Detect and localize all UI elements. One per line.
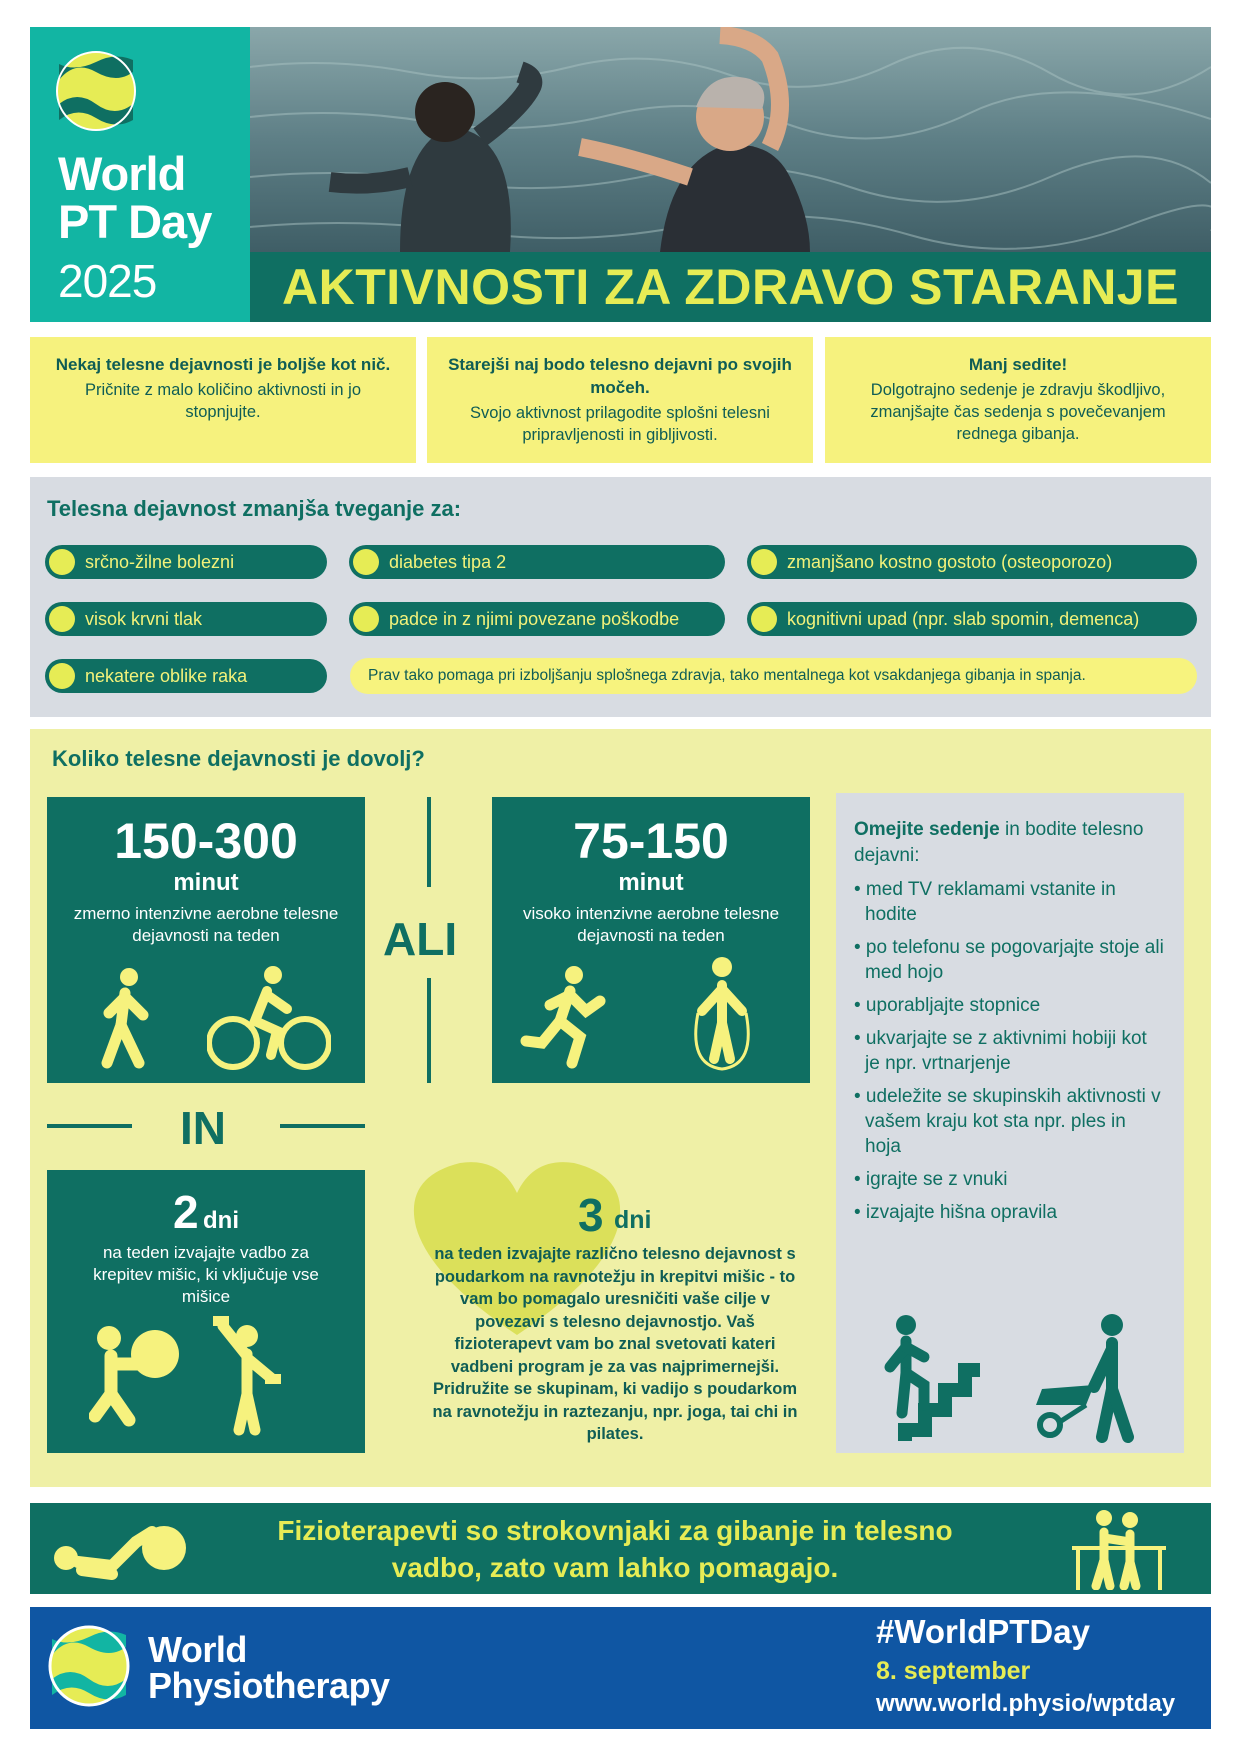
bullet-dot-icon (49, 606, 75, 632)
pool-exercise-image (250, 27, 1211, 252)
hashtag: #WorldPTDay (876, 1613, 1090, 1650)
and-label: IN (180, 1102, 226, 1154)
moderate-range: 150-300 (114, 813, 298, 869)
risk-item: kognitivni upad (npr. slab spomin, demenca) (747, 602, 1197, 636)
strength-desc: na teden izvajajte vadbo za krepitev mišic, ki vključuje vse mišice (93, 1243, 319, 1306)
title-bar (250, 252, 1211, 322)
strength-activity-box (47, 1170, 365, 1453)
divider-line (280, 1124, 365, 1128)
stairs-person-icon (876, 1313, 980, 1441)
balance-desc: na teden izvajajte različno telesno dejavnost s poudarkom na ravnotežju in krepitvi mišic - to vam bo pomagalo uresničiti vaše cilje v povezavi s telesno dejavnostjo. Vaš fizioterapevt vam bo znal svetovati kateri vadbeni program je za vas najprimernejši. Pridružite se skupinam, ki vadijo s poudarkom na ravnotežju in raztezanju, npr. joga, tai chi in pilates. (432, 1245, 798, 1443)
risk-item: diabetes tipa 2 (349, 545, 725, 579)
risk-title: Telesna dejavnost zmanjša tveganje za: (47, 496, 462, 521)
vigorous-activity-box (492, 797, 810, 1083)
ball-exercise-person-icon (89, 1320, 181, 1432)
list-item: • udeležite se skupinskih aktivnosti v vašem kraju kot sta npr. ples in hoja (854, 1086, 1161, 1157)
cycling-person-icon (207, 965, 331, 1071)
hero-photo (250, 27, 1211, 252)
or-label: ALI (383, 913, 458, 965)
bullet-dot-icon (49, 549, 75, 575)
world-physiotherapy-logo-icon (48, 1625, 130, 1707)
website-link[interactable]: www.world.physio/wptday (876, 1690, 1176, 1717)
dumbbell-person-icon (207, 1316, 287, 1436)
tip-card-3 (825, 337, 1211, 463)
logo-title: World PT Day (58, 147, 212, 248)
list-item: • izvajajte hišna opravila (854, 1202, 1058, 1223)
bullet-dot-icon (353, 549, 379, 575)
risk-item: padce in z njimi povezane poškodbe (349, 602, 725, 636)
org-name: World Physiotherapy (148, 1629, 390, 1706)
tip-body: Pričnite z malo količino aktivnosti in jo stopnjujte. (84, 381, 362, 421)
wheelbarrow-person-icon (1036, 1313, 1148, 1443)
bullet-dot-icon (353, 606, 379, 632)
risk-item: zmanjšano kostno gostoto (osteoporozo) (747, 545, 1197, 579)
divider-line (427, 797, 431, 887)
limit-sitting-heading: Omejite sedenje in bodite telesno dejavni: (854, 819, 1144, 866)
risk-item: visok krvni tlak (45, 602, 327, 636)
bullet-dot-icon (49, 663, 75, 689)
tip-body: Svojo aktivnost prilagodite splošni telesni pripravljenosti in gibljivosti. (470, 404, 770, 444)
vigorous-desc: visoko intenzivne aerobne telesne dejavnosti na teden (522, 904, 780, 945)
risk-note: Prav tako pomaga pri izboljšanju splošnega zdravja, tako mentalnega kot vsakdanjega gibanja in spanja. (350, 658, 1197, 694)
logo-year: 2025 (58, 255, 157, 307)
risk-item: nekatere oblike raka (45, 659, 327, 693)
moderate-unit: minut (173, 869, 239, 896)
how-much-title: Koliko telesne dejavnosti je dovolj? (52, 746, 425, 771)
main-title: AKTIVNOSTI ZA ZDRAVO STARANJE (282, 259, 1179, 315)
running-person-icon (520, 965, 608, 1071)
bullet-dot-icon (751, 606, 777, 632)
list-item: • igrajte se z vnuki (854, 1169, 1008, 1190)
vigorous-range: 75-150 (573, 813, 729, 869)
tip-card-2 (427, 337, 813, 463)
tip-card-1 (30, 337, 416, 463)
list-item: • med TV reklamami vstanite in hodite (854, 879, 1116, 925)
risk-item: srčno-žilne bolezni (45, 545, 327, 579)
moderate-activity-box (47, 797, 365, 1083)
balance-num: 3 (578, 1189, 604, 1241)
event-date: 8. september (876, 1657, 1031, 1685)
list-item: • uporabljajte stopnice (854, 995, 1041, 1016)
strength-num: 2 (172, 1186, 199, 1238)
moderate-desc: zmerno intenzivne aerobne telesne dejavnosti na teden (73, 904, 339, 945)
divider-line (427, 978, 431, 1083)
divider-line (47, 1124, 132, 1128)
balance-unit: dni (614, 1206, 652, 1234)
strength-unit: dni (203, 1207, 240, 1234)
tip-body: Dolgotrajno sedenje je zdravju škodljivo, zmanjšajte čas sedenja s povečevanjem rednega gibanja. (870, 381, 1166, 443)
walking-person-icon (95, 967, 159, 1071)
list-item: • po telefonu se pogovarjajte stoje ali med hojo (854, 937, 1164, 983)
jump-rope-person-icon (684, 955, 760, 1073)
bullet-dot-icon (751, 549, 777, 575)
floor-exercise-person-icon (52, 1518, 187, 1580)
tip-heading: Nekaj telesne dejavnosti je boljše kot nič. (55, 355, 391, 374)
banner-text: Fizioterapevti so strokovnjaki za gibanje in telesno vadbo, zato vam lahko pomagajo. (277, 1514, 953, 1583)
world-pt-day-logo-icon (55, 50, 137, 132)
physiotherapist-helping-icon (1070, 1508, 1168, 1590)
tip-heading: Manj sedite! (968, 355, 1068, 374)
tip-heading: Starejši naj bodo telesno dejavni po svojih močeh. (448, 355, 792, 397)
vigorous-unit: minut (618, 869, 684, 896)
list-item: • ukvarjajte se z aktivnimi hobiji kot je npr. vrtnarjenje (854, 1028, 1147, 1074)
